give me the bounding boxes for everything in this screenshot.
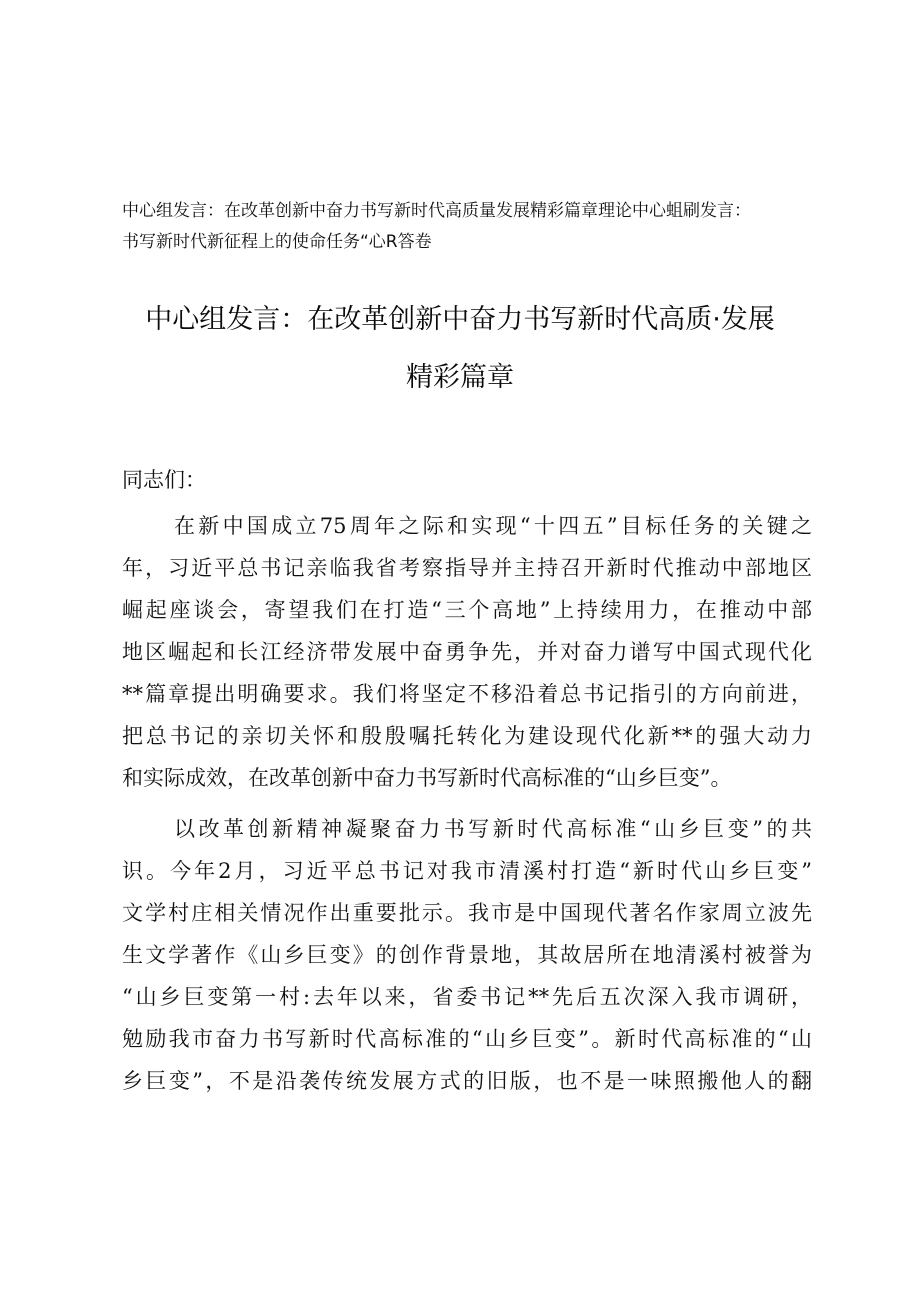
document-title-line-1: 中心组发言：在改革创新中奋力书写新时代高质·发展 bbox=[145, 304, 775, 335]
paragraph-line: “山乡巨变第一村:去年以来，省委书记**先后五次深入我市调研， bbox=[122, 985, 812, 1009]
paragraph-line: 乡巨变”，不是沿袭传统发展方式的旧版，也不是一味照搬他人的翻 bbox=[122, 1069, 812, 1093]
paragraph-line: 识。今年2月，习近平总书记对我市清溪村打造“新时代山乡巨变” bbox=[122, 859, 812, 883]
paragraph-2 bbox=[122, 808, 812, 1102]
paragraph-line: 崛起座谈会，寄望我们在打造“三个高地”上持续用力，在推动中部 bbox=[122, 598, 812, 622]
paragraph-line: 地区崛起和长江经济带发展中奋勇争先，并对奋力谱写中国式现代化 bbox=[122, 640, 812, 664]
header-line-2: 书写新时代新征程上的使命任务“心R答卷 bbox=[122, 232, 432, 252]
paragraph-line: 生文学著作《山乡巨变》的创作背景地，其故居所在地清溪村被誉为 bbox=[122, 943, 812, 967]
paragraph-line: 文学村庄相关情况作出重要批示。我市是中国现代著名作家周立波先 bbox=[122, 901, 812, 925]
paragraph-line: 年，习近平总书记亲临我省考察指导并主持召开新时代推动中部地区 bbox=[122, 556, 812, 580]
header-line-1: 中心组发言：在改革创新中奋力书写新时代高质量发展精彩篇章理论中心蛆刷发言： bbox=[122, 201, 751, 221]
paragraph-line: **篇章提出明确要求。我们将坚定不移沿着总书记指引的方向前进， bbox=[122, 682, 812, 706]
paragraph-line: 在新中国成立75周年之际和实现“十四五”目标任务的关键之 bbox=[174, 514, 812, 538]
paragraph-line: 和实际成效，在改革创新中奋力书写新时代高标准的“山乡巨变”。 bbox=[122, 766, 732, 790]
greeting: 同志们： bbox=[122, 468, 206, 492]
paragraph-line: 把总书记的亲切关怀和殷殷嘱托转化为建设现代化新**的强大动力 bbox=[122, 724, 812, 748]
paragraph-line: 以改革创新精神凝聚奋力书写新时代高标准“山乡巨变”的共 bbox=[174, 817, 812, 841]
paragraph-line: 勉励我市奋力书写新时代高标准的“山乡巨变”。新时代高标准的“山 bbox=[122, 1027, 812, 1051]
paragraph-1 bbox=[122, 505, 812, 799]
document-title-line-2: 精彩篇章 bbox=[406, 362, 514, 393]
